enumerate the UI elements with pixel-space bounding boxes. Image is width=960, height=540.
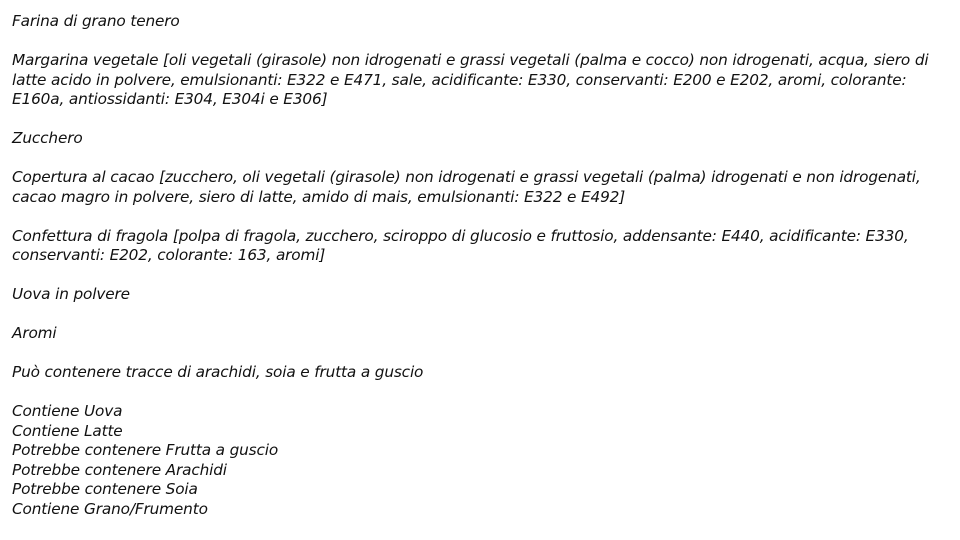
- ingredient-egg-powder: Uova in polvere: [12, 285, 130, 303]
- traces-warning: Può contenere tracce di arachidi, soia e frutta a guscio: [12, 363, 424, 381]
- allergen-item: Potrebbe contenere Arachidi: [12, 460, 227, 479]
- ingredient-flavourings: Aromi: [12, 324, 57, 342]
- ingredient-margarine: Margarina vegetale [oli vegetali (girasole) non idrogenati e grassi vegetali (palma e cocco) non idrogenati, acqua, siero di latte acido in polvere, emulsionanti: E322 e E471, sale, acidificante: E330, conservanti: E200 e E202, aromi, colorante: E160a, antiossidanti: E304, E304i e E306]: [12, 51, 929, 108]
- allergen-item: Contiene Grano/Frumento: [12, 499, 208, 518]
- allergen-item: Potrebbe contenere Soia: [12, 480, 198, 498]
- allergen-item: Contiene Latte: [12, 421, 123, 440]
- allergen-list: [12, 402, 952, 519]
- allergen-item: Potrebbe contenere Frutta a guscio: [12, 441, 279, 459]
- ingredient-sugar: Zucchero: [12, 129, 83, 147]
- ingredient-flour: Farina di grano tenero: [12, 12, 180, 30]
- ingredient-strawberry-jam: Confettura di fragola [polpa di fragola, zucchero, sciroppo di glucosio e fruttosio, addensante: E440, acidificante: E330, conservanti: E202, colorante: 163, aromi]: [12, 226, 909, 264]
- ingredients-document: [12, 12, 952, 519]
- ingredient-cocoa-coating: Copertura al cacao [zucchero, oli vegetali (girasole) non idrogenati e grassi vegetali (palma) idrogenati e non idrogenati, cacao magro in polvere, siero di latte, amido di mais, emulsionanti: E322 e E492]: [12, 168, 921, 206]
- allergen-item: Contiene Uova: [12, 402, 123, 420]
